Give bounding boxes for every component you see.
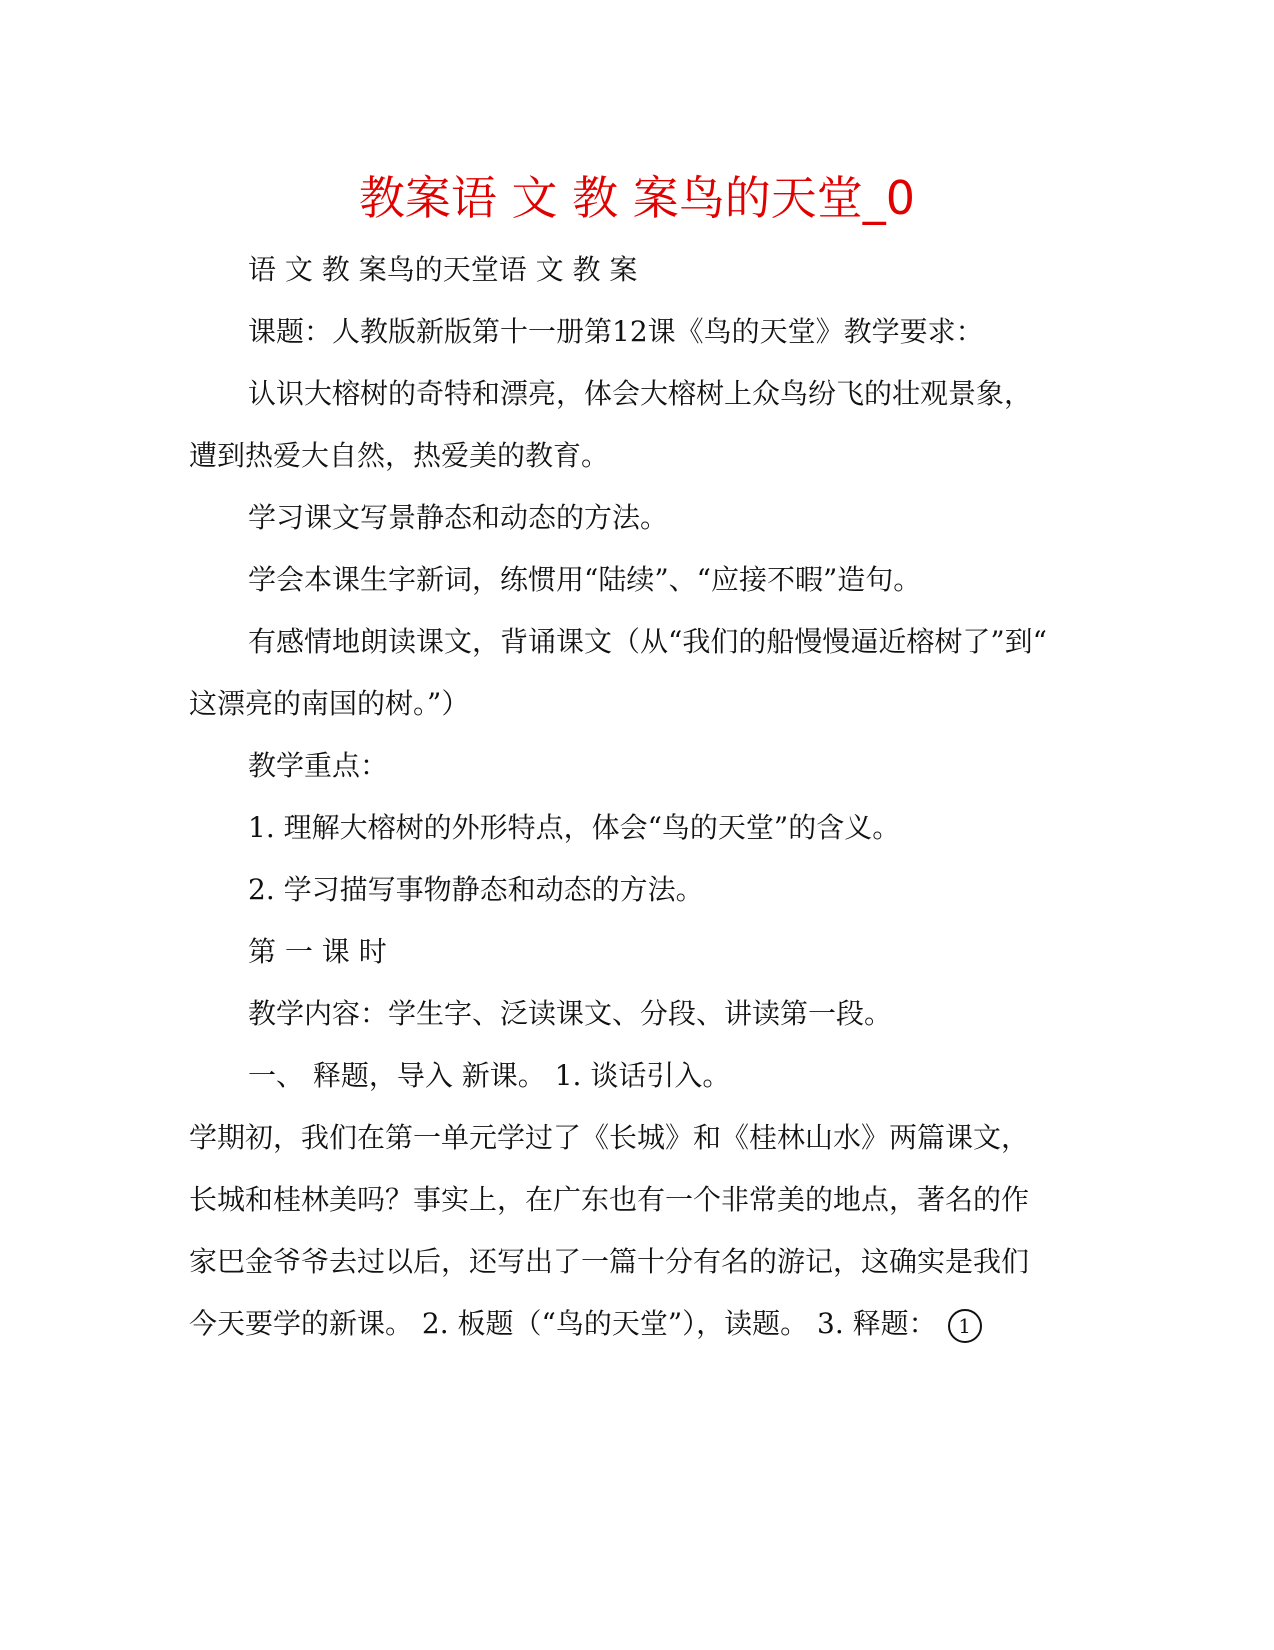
document-title: 教案语 文 教 案鸟的天堂_0 <box>358 171 916 225</box>
paragraph-line: 认识大榕树的奇特和漂亮，体会大榕树上众鸟纷飞的壮观景象， <box>248 377 1033 410</box>
paragraph-line <box>189 1306 982 1343</box>
paragraph-line: 遭到热爱大自然，热爱美的教育。 <box>189 439 610 472</box>
paragraph-line: 学会本课生字新词，练惯用“陆续”、“应接不暇”造句。 <box>248 563 922 596</box>
paragraph-line: 课题：人教版新版第十一册第12课《鸟的天堂》教学要求： <box>248 315 984 348</box>
paragraph-line: 学习课文写景静态和动态的方法。 <box>248 501 669 534</box>
paragraph-line: 家巴金爷爷去过以后，还写出了一篇十分有名的游记，这确实是我们 <box>189 1245 1030 1278</box>
list-item: 1. 理解大榕树的外形特点，体会“鸟的天堂”的含义。 <box>248 811 901 844</box>
list-item: 2. 学习描写事物静态和动态的方法。 <box>248 873 704 906</box>
section-heading: 第 一 课 时 <box>248 935 387 968</box>
section-heading: 教学重点： <box>248 749 389 782</box>
paragraph-text: 今天要学的新课。 2. 板题（“鸟的天堂”），读题。 3. 释题： <box>189 1307 946 1340</box>
paragraph-line: 一、 释题，导入 新课。 1. 谈话引入。 <box>248 1059 731 1092</box>
paragraph-line: 学期初，我们在第一单元学过了《长城》和《桂林山水》两篇课文， <box>189 1121 1030 1154</box>
paragraph-line: 这漂亮的南国的树。”） <box>189 687 470 720</box>
circled-number: 1 <box>948 1309 982 1343</box>
paragraph-line: 教学内容：学生字、泛读课文、分段、讲读第一段。 <box>248 997 893 1030</box>
paragraph-line: 有感情地朗读课文，背诵课文（从“我们的船慢慢逼近榕树了”到“ <box>248 625 1047 658</box>
paragraph-line: 长城和桂林美吗？事实上，在广东也有一个非常美的地点，著名的作 <box>189 1183 1030 1216</box>
paragraph-line: 语 文 教 案鸟的天堂语 文 教 案 <box>248 253 638 286</box>
